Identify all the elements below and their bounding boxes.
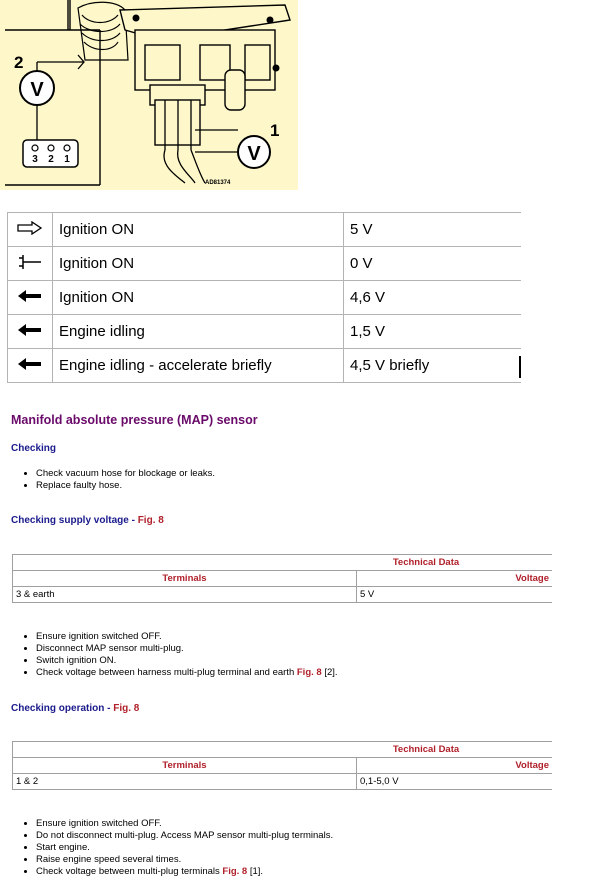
condition-cell: Ignition ON bbox=[53, 247, 344, 281]
text-cursor bbox=[519, 356, 521, 378]
voltage-cell: 5 V bbox=[357, 587, 553, 603]
solid-left-arrow-icon bbox=[8, 349, 53, 383]
supply-steps bbox=[20, 631, 338, 679]
signal-table bbox=[7, 212, 521, 383]
connector-pin-1: 1 bbox=[64, 154, 70, 165]
list-item: • Disconnect MAP sensor multi-plug. bbox=[36, 643, 338, 655]
fig-8-link[interactable]: Fig. 8 bbox=[113, 703, 140, 714]
table-row bbox=[8, 349, 522, 383]
list-item: • Replace faulty hose. bbox=[36, 480, 215, 492]
condition-cell: Ignition ON bbox=[53, 213, 344, 247]
checking-steps bbox=[20, 468, 215, 492]
section-title: Manifold absolute pressure (MAP) sensor bbox=[11, 413, 258, 427]
supply-voltage-heading bbox=[11, 515, 164, 526]
value-cell: 4,5 V briefly bbox=[344, 349, 522, 383]
operation-heading bbox=[11, 703, 139, 714]
list-item: • Check voltage between harness multi-plug terminal and earth Fig. 8 [2]. bbox=[36, 667, 338, 679]
table-row bbox=[13, 571, 553, 587]
list-item: • Do not disconnect multi-plug. Access MAP sensor multi-plug terminals. bbox=[36, 830, 333, 842]
map-sensor-wiring-diagram bbox=[0, 0, 298, 190]
supply-technical-data-table bbox=[12, 554, 552, 603]
list-item: • Check voltage between multi-plug terminals Fig. 8 [1]. bbox=[36, 866, 333, 878]
value-cell: 5 V bbox=[344, 213, 522, 247]
fig-8-link[interactable]: Fig. 8 bbox=[137, 515, 164, 526]
table-row bbox=[13, 587, 553, 603]
operation-technical-data-table bbox=[12, 741, 552, 790]
meter-1-symbol: V bbox=[247, 143, 261, 165]
connector-pin-2: 2 bbox=[48, 154, 54, 165]
list-item: • Switch ignition ON. bbox=[36, 655, 338, 667]
list-item: • Raise engine speed several times. bbox=[36, 854, 333, 866]
supply-voltage-heading-text: Checking supply voltage - bbox=[11, 515, 138, 526]
voltage-cell: 0,1-5,0 V bbox=[357, 774, 553, 790]
table-row bbox=[8, 213, 522, 247]
list-item: • Start engine. bbox=[36, 842, 333, 854]
voltage-header: Voltage bbox=[357, 758, 553, 774]
connector-pin-3: 3 bbox=[32, 154, 38, 165]
solid-left-arrow-icon bbox=[8, 281, 53, 315]
solid-left-arrow-icon bbox=[8, 315, 53, 349]
list-item: • Ensure ignition switched OFF. bbox=[36, 631, 338, 643]
table-row bbox=[8, 247, 522, 281]
terminals-header: Terminals bbox=[13, 758, 357, 774]
operation-steps bbox=[20, 818, 333, 878]
condition-cell: Engine idling - accelerate briefly bbox=[53, 349, 344, 383]
meter-1-label: 1 bbox=[270, 121, 280, 140]
terminals-header: Terminals bbox=[13, 571, 357, 587]
meter-2-symbol: V bbox=[30, 79, 44, 101]
operation-heading-text: Checking operation - bbox=[11, 703, 114, 714]
table-row bbox=[13, 758, 553, 774]
table-row bbox=[13, 742, 553, 758]
table-row bbox=[8, 281, 522, 315]
checking-heading: Checking bbox=[11, 443, 57, 454]
condition-cell: Engine idling bbox=[53, 315, 344, 349]
hollow-right-arrow-icon bbox=[8, 213, 53, 247]
list-item: • Ensure ignition switched OFF. bbox=[36, 818, 333, 830]
diagram-ref-code: AD81374 bbox=[205, 180, 231, 186]
fig-8-link[interactable]: Fig. 8 bbox=[222, 866, 248, 877]
condition-cell: Ignition ON bbox=[53, 281, 344, 315]
technical-data-title: Technical Data bbox=[13, 555, 553, 571]
table-row bbox=[13, 774, 553, 790]
technical-data-title: Technical Data bbox=[13, 742, 553, 758]
value-cell: 4,6 V bbox=[344, 281, 522, 315]
value-cell: 1,5 V bbox=[344, 315, 522, 349]
value-cell: 0 V bbox=[344, 247, 522, 281]
terminals-cell: 3 & earth bbox=[13, 587, 357, 603]
table-row bbox=[8, 315, 522, 349]
list-item: • Check vacuum hose for blockage or leaks. bbox=[36, 468, 215, 480]
terminals-cell: 1 & 2 bbox=[13, 774, 357, 790]
ground-probe-icon bbox=[8, 247, 53, 281]
table-row bbox=[13, 555, 553, 571]
voltage-header: Voltage bbox=[357, 571, 553, 587]
meter-2-label: 2 bbox=[14, 53, 24, 72]
fig-8-link[interactable]: Fig. 8 bbox=[296, 667, 322, 678]
